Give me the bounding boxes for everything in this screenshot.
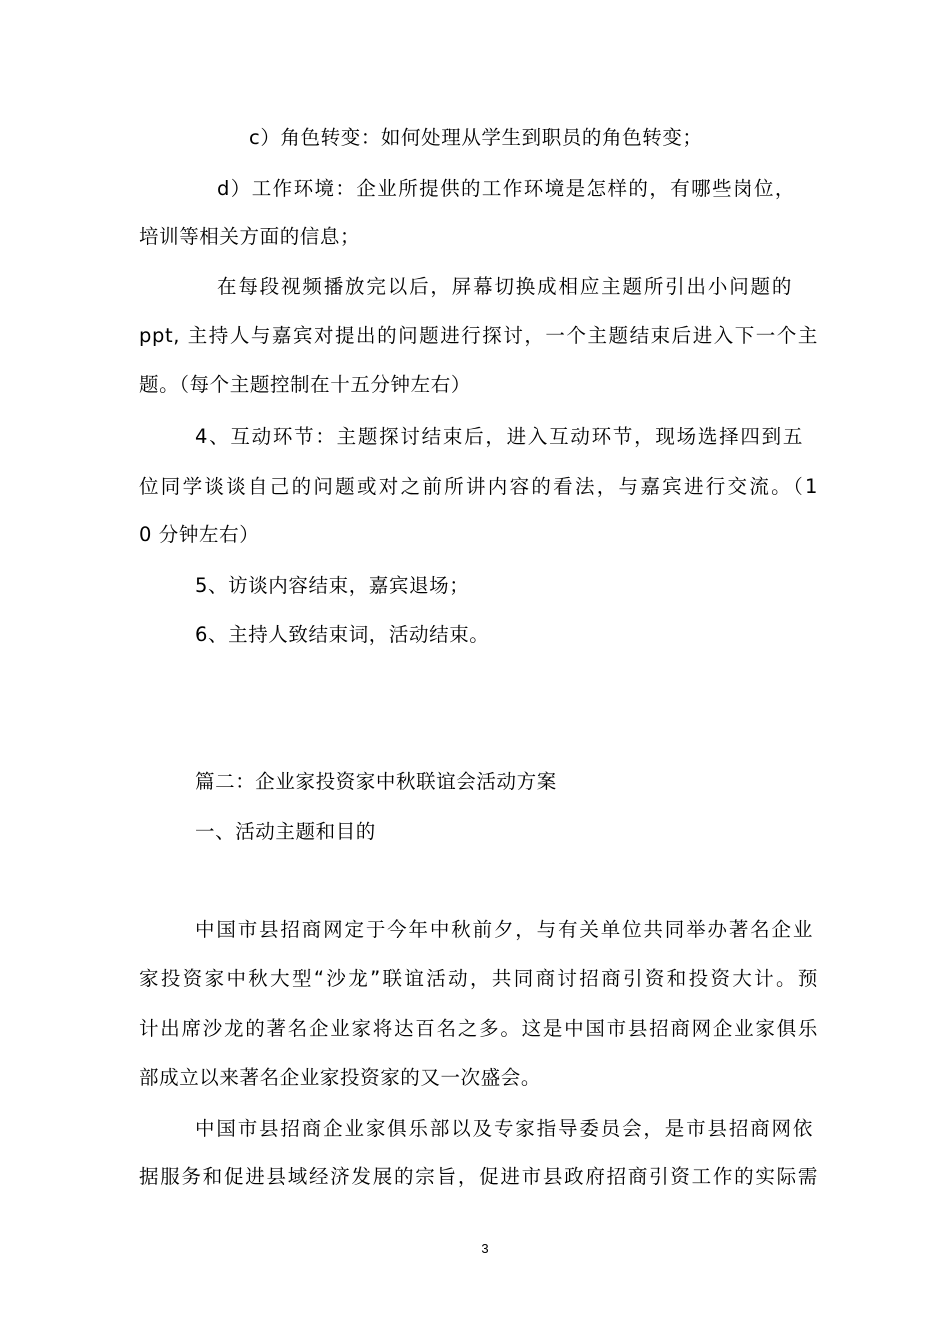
text-line: 中国市县招商网定于今年中秋前夕，与有关单位共同举办著名企业 (195, 918, 813, 941)
text-line: d）工作环境：企业所提供的工作环境是怎样的，有哪些岗位， (217, 177, 795, 200)
text-line: 位同学谈谈自己的问题或对之前所讲内容的看法，与嘉宾进行交流。（1 (139, 475, 818, 498)
text-line: 5、访谈内容结束，嘉宾退场； (195, 574, 470, 597)
text-line: ppt, 主持人与嘉宾对提出的问题进行探讨，一个主题结束后进入下一个主 (139, 324, 818, 347)
text-line: 4、互动环节：主题探讨结束后，进入互动环节，现场选择四到五 (195, 425, 803, 448)
text-line: 中国市县招商企业家俱乐部以及专家指导委员会，是市县招商网依 (195, 1117, 813, 1140)
text-line: c）角色转变：如何处理从学生到职员的角色转变； (249, 126, 703, 149)
text-line: 培训等相关方面的信息； (139, 225, 361, 248)
text-line: 题。（每个主题控制在十五分钟左右） (139, 373, 471, 396)
text-line: 在每段视频播放完以后，屏幕切换成相应主题所引出小问题的 (217, 275, 792, 298)
section-subheading: 一、活动主题和目的 (195, 820, 376, 843)
text-line: 部成立以来著名企业家投资家的又一次盛会。 (139, 1066, 542, 1089)
text-line: 据服务和促进县域经济发展的宗旨，促进市县政府招商引资工作的实际需 (139, 1165, 818, 1188)
page-number: 3 (481, 1241, 489, 1256)
text-line: 0 分钟左右） (139, 523, 260, 546)
text-line: 家投资家中秋大型“沙龙”联谊活动，共同商讨招商引资和投资大计。预 (139, 967, 818, 990)
text-line: 6、主持人致结束词，活动结束。 (195, 623, 490, 646)
text-line: 计出席沙龙的著名企业家将达百名之多。这是中国市县招商网企业家俱乐 (139, 1017, 818, 1040)
section-heading: 篇二：企业家投资家中秋联谊会活动方案 (195, 770, 557, 793)
